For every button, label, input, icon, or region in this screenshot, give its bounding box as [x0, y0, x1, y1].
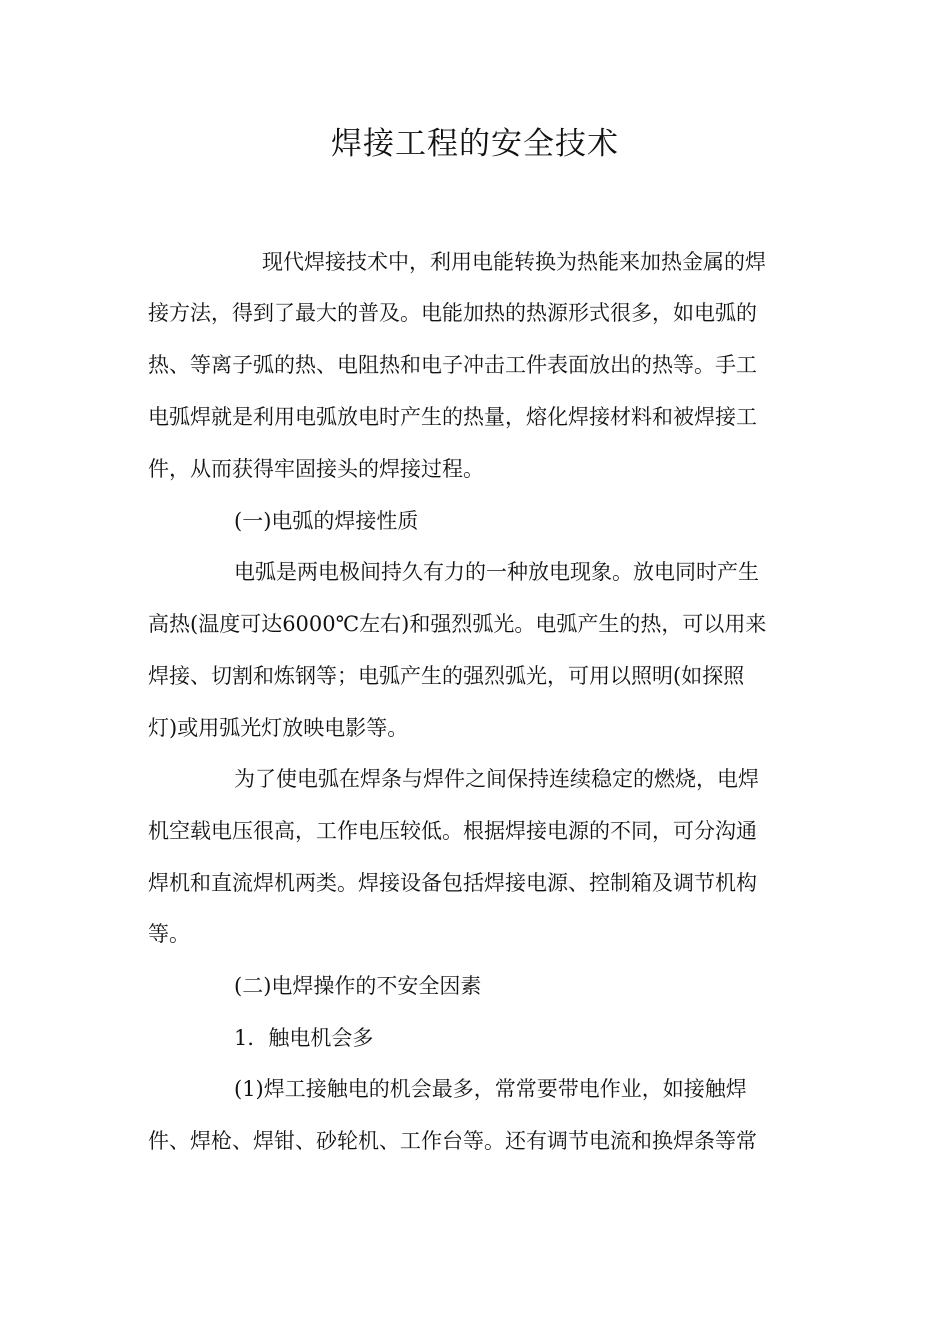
paragraph-line: 件、焊枪、焊钳、砂轮机、工作台等。还有调节电流和换焊条等常	[148, 1129, 757, 1153]
paragraph-line: 件，从而获得牢固接头的焊接过程。	[148, 457, 484, 481]
document-title: 焊接工程的安全技术	[331, 126, 619, 162]
paragraph-line: 灯)或用弧光灯放映电影等。	[148, 716, 409, 740]
subsection-heading: 1．触电机会多	[234, 1026, 374, 1050]
paragraph-line: 热、等离子弧的热、电阻热和电子冲击工件表面放出的热等。手工	[148, 353, 757, 377]
paragraph-line: 电弧焊就是利用电弧放电时产生的热量，熔化焊接材料和被焊接工	[148, 405, 757, 429]
paragraph-line: 焊接、切割和炼钢等；电弧产生的强烈弧光，可用以照明(如探照	[148, 664, 745, 688]
section-heading: (一)电弧的焊接性质	[234, 509, 419, 533]
paragraph-line: 现代焊接技术中，利用电能转换为热能来加热金属的焊	[262, 250, 766, 274]
paragraph-line: 为了使电弧在焊条与焊件之间保持连续稳定的燃烧，电焊	[234, 767, 759, 791]
paragraph-line: 等。	[148, 922, 190, 946]
paragraph-line: 机空载电压很高，工作电压较低。根据焊接电源的不同，可分沟通	[148, 819, 757, 843]
paragraph-line: 接方法，得到了最大的普及。电能加热的热源形式很多，如电弧的	[148, 301, 757, 325]
paragraph-line: 高热(温度可达6000℃左右)和强烈弧光。电弧产生的热，可以用来	[148, 612, 767, 636]
paragraph-line: 电弧是两电极间持久有力的一种放电现象。放电同时产生	[234, 560, 759, 584]
paragraph-line: (1)焊工接触电的机会最多，常常要带电作业，如接触焊	[234, 1077, 747, 1101]
section-heading: (二)电焊操作的不安全因素	[234, 974, 482, 998]
paragraph-line: 焊机和直流焊机两类。焊接设备包括焊接电源、控制箱及调节机构	[148, 871, 757, 895]
